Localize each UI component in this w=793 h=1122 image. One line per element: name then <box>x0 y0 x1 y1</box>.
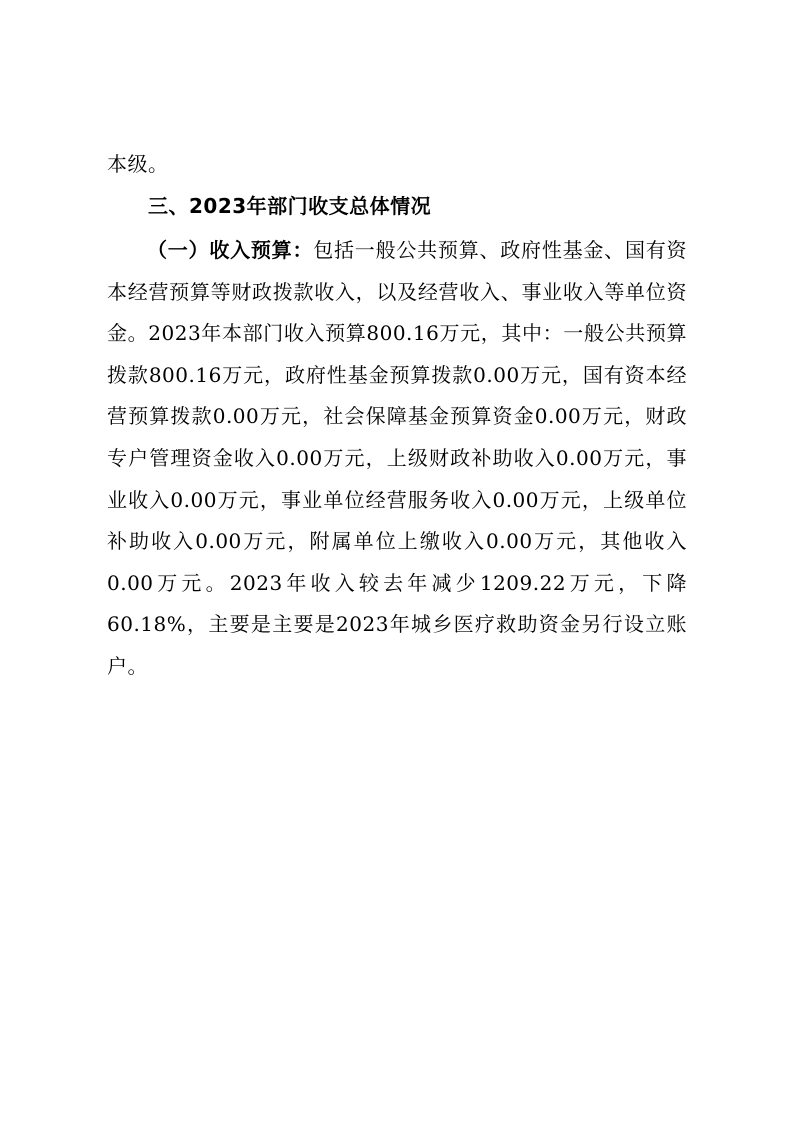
income-budget-paragraph <box>107 230 687 688</box>
income-budget-lead-label: （一）收入预算： <box>147 238 314 262</box>
section-heading: 三、2023年部门收支总体情况 <box>148 194 432 218</box>
income-budget-body: 包括一般公共预算、政府性基金、国有资本经营预算等财政拨款收入，以及经营收入、事业收入等单位资金。2023年本部门收入预算800.16万元，其中：一般公共预算拨款800.16万元，政府性基金预算拨款0.00万元，国有资本经营预算拨款0.00万元，社会保障基金预算资金0.00万元，财政专户管理资金收入0.00万元，上级财政补助收入0.00万元，事业收入0.00万元，事业单位经营服务收入0.00万元，上级单位补助收入0.00万元，附属单位上缴收入0.00万元，其他收入0.00万元。2023年收入较去年减少1209.22万元，下降60.18%，主要是主要是2023年城乡医疗救助资金另行设立账户。 <box>107 238 688 678</box>
continuation-text: 本级。 <box>107 152 169 176</box>
